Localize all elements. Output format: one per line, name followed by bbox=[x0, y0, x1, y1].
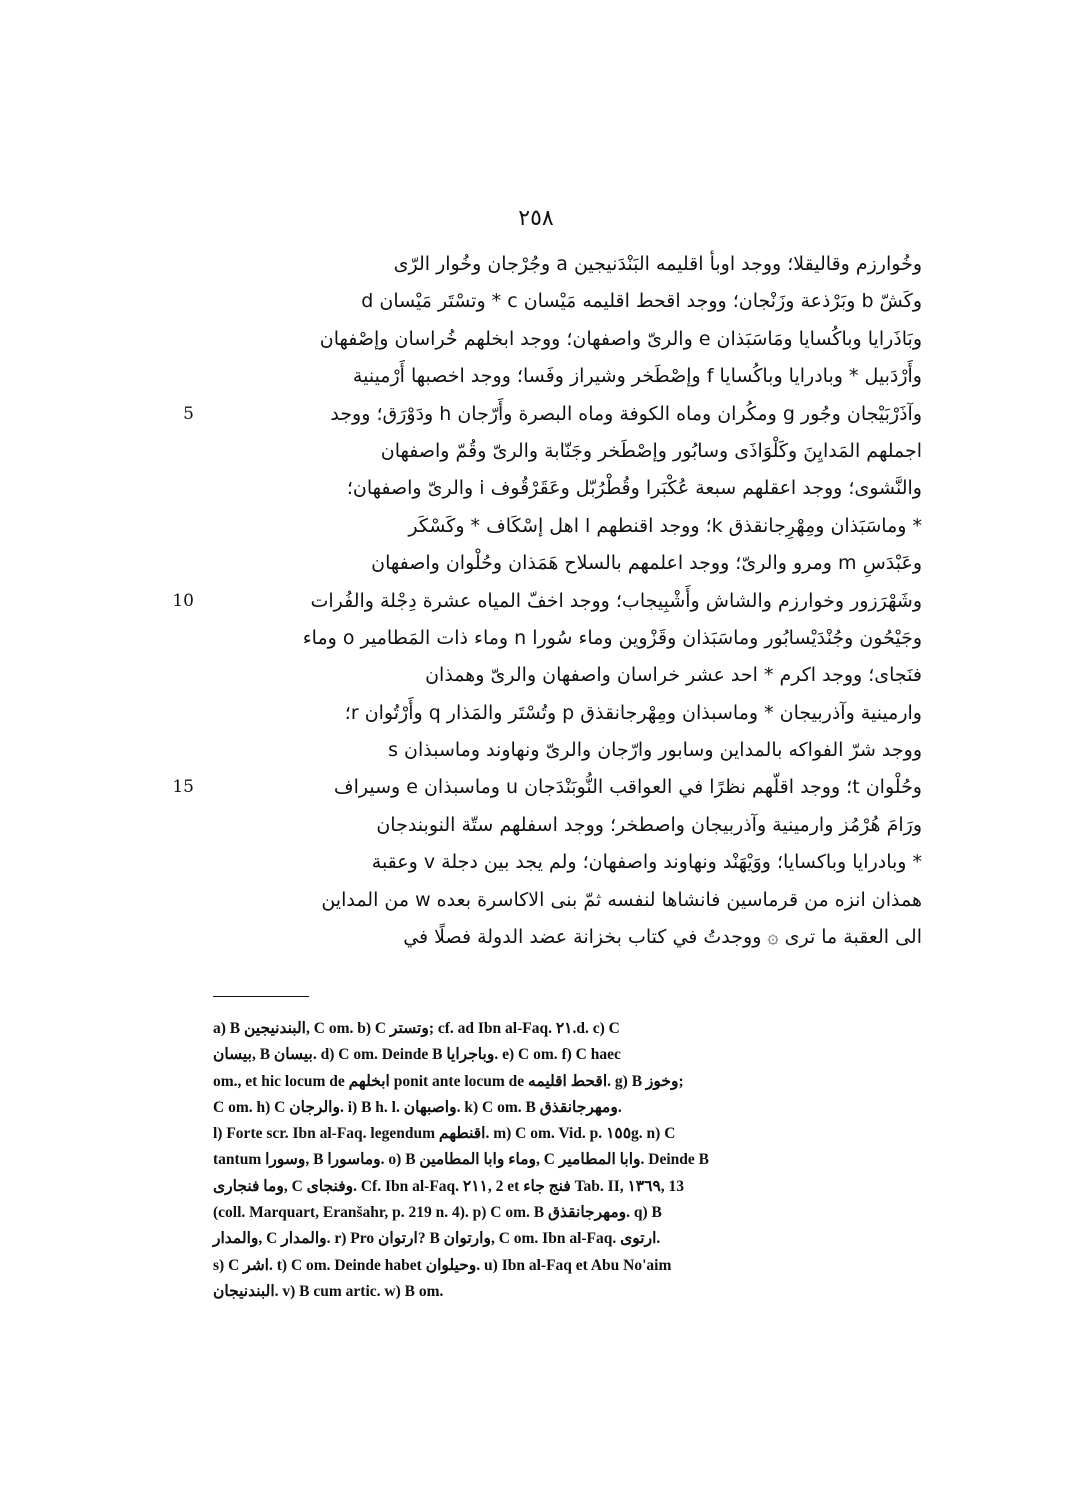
footnote-line: C om. h) C والرجان. i) B h. l. واصبهان. k) C om. B ومهرجانقذق. bbox=[213, 1098, 622, 1116]
text-line-content: اجملهم المَدايِنَ وكَلْوَاذَى وسابُور وإصْطَخر وجَنّابة والرىّ وقُمّ واصفهان bbox=[380, 439, 922, 462]
main-text bbox=[172, 246, 922, 956]
text-line bbox=[200, 508, 922, 545]
text-line-content: ورَامَ هُرْمُز وارمينية وآذربيجان واصطخر؛ ووجد اسفلهم ستّة النوبندجان bbox=[376, 813, 922, 836]
text-line bbox=[200, 321, 922, 358]
text-line bbox=[172, 769, 922, 806]
text-line bbox=[200, 283, 922, 320]
text-line-content: وكَشّ b وبَرْذعة وزَنْجان؛ ووجد اقحط اقليمه مَيْسان c * وتسْتَر مَيْسان d bbox=[361, 290, 922, 313]
text-line-content: وعَبْدَسِ m ومرو والرىّ؛ ووجد اعلمهم بالسلاح هَمَذان وحُلْوان واصفهان bbox=[371, 552, 922, 575]
text-line-content: وحُلْوان t؛ ووجد اقلّهم نظرًا في العواقب النُّوبَنْدَجان u وماسبذان e وسيراف bbox=[333, 776, 922, 799]
line-number: 5 bbox=[183, 403, 194, 424]
line-number: 15 bbox=[172, 777, 194, 798]
text-line-content: وجَيْحُون وجُنْدَيْسابُور وماسَبَذان وقَزْوين وماء سُورا n وماء ذات المَطامير o وماء bbox=[302, 626, 922, 649]
text-line bbox=[200, 358, 922, 395]
text-line-content: وخُوارزم وقاليقلا؛ ووجد اوبأ اقليمه البَنْدَنيجين a وجُرْجان وخُوار الرّى bbox=[393, 253, 922, 275]
text-line-content: فنَجاى؛ ووجد اكرم * احد عشر خراسان واصفهان والرىّ وهمذان bbox=[425, 664, 922, 687]
text-line-content: وأَرْدَبيل * وبادرايا وباكُسايا f وإصْطَخر وشيراز وفَسا؛ ووجد اخصبها أَرْمينية bbox=[352, 365, 922, 388]
text-line-content: همذان انزه من قرماسين فانشاها لنفسه ثمّ بنى الاكاسرة بعده w من المداين bbox=[321, 888, 922, 911]
text-line bbox=[172, 583, 922, 620]
footnote-divider bbox=[213, 996, 309, 997]
text-line bbox=[200, 470, 922, 507]
text-line bbox=[200, 919, 922, 956]
text-line bbox=[200, 844, 922, 881]
footnote-line: a) B البندنيجين, C om. b) C وتستر; cf. ad Ibn al-Faq. ٢١.d. c) C bbox=[213, 1020, 620, 1037]
footnote-line: بيسان, B بيسان. d) C om. Deinde B وباجرايا. e) C om. f) C haec bbox=[213, 1046, 621, 1064]
text-line bbox=[200, 246, 922, 283]
text-line bbox=[200, 657, 922, 694]
text-line-content: وارمينية وآذربيجان * وماسبذان ومِهْرجانقذق p وتُسْتَر والمَذار q وأَرْتُوان r؛ bbox=[344, 701, 922, 724]
text-line-content: وآذَرْبَيْجان وجُور g ومكُران وماه الكوفة وماه البصرة وأَرّجان h ودَوْرَق؛ ووجد bbox=[330, 402, 922, 425]
footnote-line: s) C اشر. t) C om. Deinde habet وحيلوان. u) Ibn al-Faq et Abu No'aim bbox=[213, 1256, 672, 1274]
text-line-content: والنَّشوى؛ ووجد اعقلهم سبعة عُكْبَرا وقُطْرُبّل وعَقَرْقُوف i والرىّ واصفهان؛ bbox=[346, 477, 922, 500]
footnote-line: l) Forte scr. Ibn al-Faq. legendum اقنطهم. m) C om. Vid. p. ١٥٥g. n) C bbox=[213, 1125, 676, 1143]
text-line-content: * وماسَبَذان ومِهْرِجانقذق k؛ ووجد اقنطهم l اهل إسْكَاف * وكَسْكَر bbox=[408, 514, 922, 537]
text-line-content: وبَاذَرايا وباكُسايا ومَاسَبَذان e والرىّ واصفهان؛ ووجد ابخلهم خُراسان وإصْفهان bbox=[319, 327, 922, 350]
footnote-line: om., et hic locum de ابخلهم ponit ante locum de اقحط اقليمه. g) B وخوز; bbox=[213, 1072, 684, 1090]
text-line bbox=[200, 807, 922, 844]
footnote-line: tantum وسورا, B وماسورا. o) B وماء وابا المطامين, C وابا المطامير. Deinde B bbox=[213, 1151, 709, 1169]
line-number: 10 bbox=[172, 590, 194, 611]
page-number: ٢٥٨ bbox=[518, 206, 554, 231]
footnotes bbox=[213, 1016, 863, 1305]
footnote-line: والمدار, C والمدار. r) Pro ارتوان? B وارتوان, C om. Ibn al-Faq. ارتوى. bbox=[213, 1230, 661, 1248]
text-line bbox=[200, 732, 922, 769]
footnote-line: البندنيجان. v) B cum artic. w) B om. bbox=[213, 1282, 444, 1300]
footnote-line: وما فنجارى, C وفنجاى. Cf. Ibn al-Faq. ٢١١, 2 et فنج جاء Tab. II, ١٣٦٩, 13 bbox=[213, 1177, 685, 1195]
text-line bbox=[200, 695, 922, 732]
text-line bbox=[183, 396, 922, 433]
text-line-content: ووجد شرّ الفواكه بالمداين وسابور وارّجان والرىّ ونهاوند وماسبذان s bbox=[388, 739, 922, 762]
text-line-content: الى العقبة ما ترى ۞ ووجدتُ في كتاب بخزانة عضد الدولة فصلًا في bbox=[403, 926, 922, 949]
text-line-content: وشَهْرَزور وخوارزم والشاش وأَشْبِيجاب؛ ووجد اخفّ المياه عشرة دِجْلة والفُرات bbox=[310, 589, 922, 612]
text-line bbox=[200, 882, 922, 919]
text-line-content: * وبادرايا وباكسايا؛ ووَيْهَنْد ونهاوند واصفهان؛ ولم يجد بين دجلة v وعقبة bbox=[371, 851, 922, 874]
text-line bbox=[200, 545, 922, 582]
text-line bbox=[200, 620, 922, 657]
text-line bbox=[200, 433, 922, 470]
footnote-line: (coll. Marquart, Eranšahr, p. 219 n. 4). p) C om. B ومهرجانقذق. q) B bbox=[213, 1204, 662, 1222]
